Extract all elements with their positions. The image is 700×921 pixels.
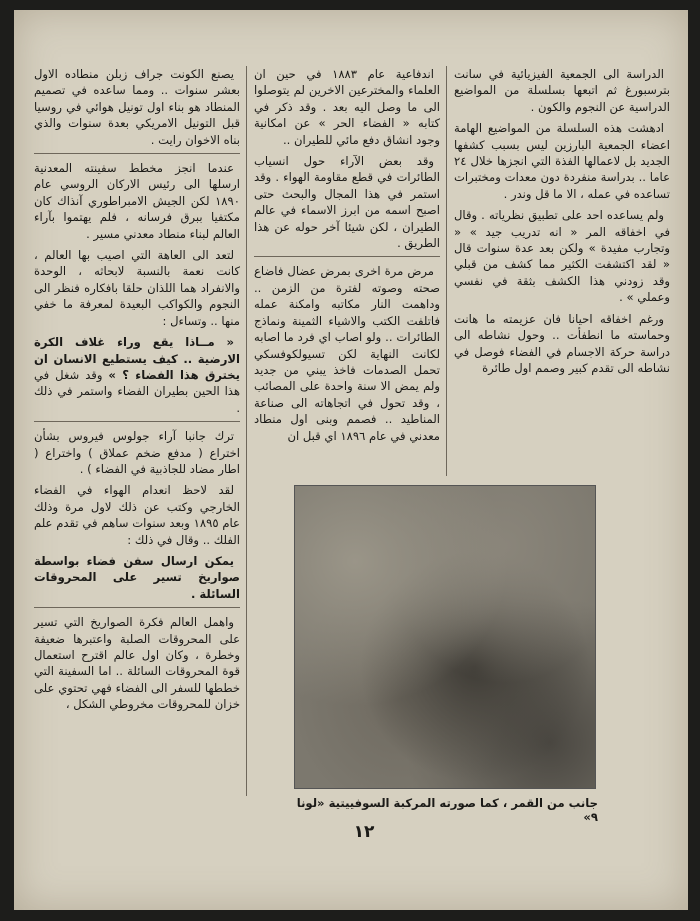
page-number: ١٢ bbox=[353, 822, 375, 842]
bold-quote: « مــاذا يقع وراء غلاف الكرة الارضية .. كيف يستطيع الانسان ان يخترق هذا الفضاء ؟ » bbox=[34, 335, 241, 382]
section-rule bbox=[254, 256, 440, 257]
column-middle bbox=[254, 66, 440, 449]
paragraph: ادهشت هذه السلسلة من المواضيع الهامة اعضاء الجمعية البارزين ليس بسبب كشفها الجديد بل لاعمالها الفذة التي انجزها خلال ٢٤ عاما .. بدراسة منفردة دون معدات ومختبرات تساعده في عمله ، الا ما قل وندر . bbox=[454, 121, 670, 201]
paragraph: يصنع الكونت جراف زبلن منطاده الاول بعشر سنوات .. ومما ساعده في تصميم المنطاد هو بناء اول تونيل هوائي في روسيا قبل التونيل الامريكي بعدة سنوات والذي بناه الاخوان رايت . bbox=[34, 67, 240, 147]
column-divider bbox=[246, 66, 247, 796]
column-right bbox=[454, 66, 670, 381]
paragraph: لقد لاحظ انعدام الهواء في الفضاء الخارجي وكتب عن ذلك لاول مرة وذلك عام ١٨٩٥ وبعد سنوات ساهم في تقدم علم الفلك .. وقال في ذلك : bbox=[34, 483, 240, 547]
paragraph: ترك جانبا آراء جولوس فيروس بشأن اختراع ( مدفع ضخم عملاق ) واختراع ( اطار مضاد للجاذبية في الفضاء ) . bbox=[34, 429, 240, 476]
paragraph: لتعد الى العاهة التي اصيب بها العالم ، كانت نعمة بالنسبة لابحاثه ، الوحدة والانفراد هما اللذان حلقا بافكاره فنظر الى النجوم والكواكب البعيدة لمعرفة ما خفي منها .. وتساءل : bbox=[34, 248, 240, 328]
column-left bbox=[34, 66, 240, 718]
paragraph: واهمل العالم فكرة الصواريخ التي تسير على المحروقات الصلبة واعتبرها ضعيفة وخطرة ، وكان اول عالم اقترح استعمال قوة المحروقات السائلة .. اما السفينة التي خططها للسفر الى الفضاء فهي تحتوي على خزان للمحروقات مخروطي الشكل ، bbox=[34, 615, 240, 712]
section-rule bbox=[34, 421, 240, 422]
paragraph: مرض مرة اخرى بمرض عضال فاضاع صحته وصوته لفترة من الزمن .. وداهمت النار مكاتبه وامكنة عمله فاتلفت الكتب والاشياء الثمينة ونماذج الطائرات .. ولو اصاب اي فرد ما اصابه لكانت النهاية لكن تسيولكوفسكي تحمل الصدمات فاخذ يبني من جديد ولم يمض الا سنة واحدة على المصائب ، وقد تحول في اتجاهاته الى صناعة المناطيد .. فصمم وبنى اول منطاد معدني في عام ١٨٩٦ اي قبل ان bbox=[254, 264, 440, 443]
paragraph: ولم يساعده احد على تطبيق نظرياته . وقال في اخفاقه المر « انه تدريب جيد » « وتجارب مفيدة » ولكن بعد عدة سنوات قال « لقد اكتشفت الكثير مما كشف من قبلي وقد زودني هذا الكشف بثقة في نفسي وعملي » . bbox=[454, 208, 670, 305]
moon-surface-photo bbox=[294, 485, 596, 789]
paragraph bbox=[34, 334, 240, 416]
photo-caption: جانب من القمر ، كما صورته المركبة السوفييتية «لونا ٩» bbox=[296, 796, 598, 824]
section-rule bbox=[34, 607, 240, 608]
paragraph: وقد بعض الآراء حول انسياب الطائرات في قطع مقاومة الهواء . وقد استمر في هذا المجال والبحث حتى اصبح اسمه من ابرز الاسماء في عالم الطيران ، لكن شيئا آخر حوله عن هذا الطريق . bbox=[254, 154, 440, 251]
magazine-page bbox=[14, 10, 688, 910]
paragraph: اندفاعية عام ١٨٨٣ في حين ان العلماء والمخترعين الاخرين لم يتوصلوا الى ما وصل اليه بعد . وقد ذكر في كتابه « الفضاء الحر » عن امكانية وجود انشاق دفع مائي للطيران .. bbox=[254, 67, 440, 147]
bold-statement: يمكن ارسال سفن فضاء بواسطة صواريخ تسير على المحروقات السائلة . bbox=[34, 553, 240, 601]
paragraph: ورغم اخفاقه احيانا فان عزيمته ما هانت وحماسته ما انطفأت .. وحول نشاطه الى دراسة حركة الاجسام في الفضاء فوصل في نشاطه الى تقدم كبير وصمم اول طائرة bbox=[454, 311, 670, 375]
quote-continuation: وقد شغل في هذا الحين بطيران الفضاء واستمر في ذلك . bbox=[34, 367, 240, 415]
paragraph: الدراسة الى الجمعية الفيزيائية في سانت بترسبورغ ثم اتبعها بسلسلة من المواضيع الدراسية عن النجوم والكون . bbox=[454, 67, 670, 114]
section-rule bbox=[34, 153, 240, 154]
paragraph: عندما انجز مخطط سفينته المعدنية ارسلها الى رئيس الاركان الروسي عام ١٨٩٠ لكن الجيش الامبراطوري آنذاك كان مكتفيا ببرق فرسانه ، فلم يهتموا بآراء العالم لبناء منطاد معدني مسير . bbox=[34, 161, 240, 241]
column-divider bbox=[446, 66, 447, 476]
